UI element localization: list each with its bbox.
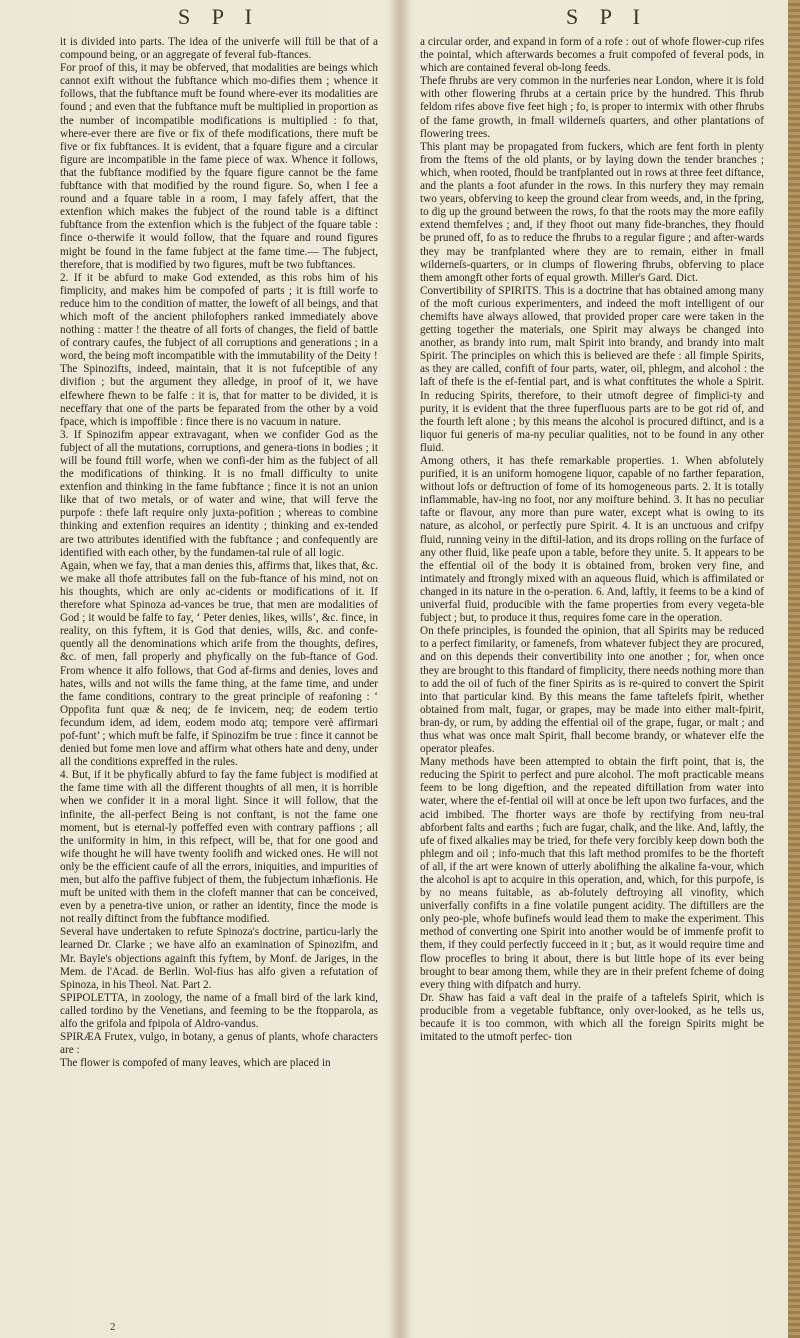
paragraph: Many methods have been attempted to obtain the firft point, that is, the reducing the Spirit to perfect and pure alcohol. The moft practicable means feem to be long digeftion, and the repeated diftillation from water into water, where the ef-fential oil will at once be left upon two furfaces, and the acid imbibed. The fhorter ways are thofe by rectifying from neu-tral abforbent falts and earths ; fuch are fugar, chalk, and the like. And, laftly, the ufe of fixed alkalies may be tried, for thefe very forcibly keep down both the phlegm and oil ; info-much that this laft method promifes to be the fhorteft of all, if the art were known of utterly abolifhing the alkaline fa-vour, which the alcohol is apt to acquire in this operation, and, which, for this purpofe, is by no means fuitable, as ab-folutely deftroying all vinofity, which univerfally confifts in a fine volatile pungent acidity. The diftillers are the only peo-ple, whofe bufinefs would lead them to make the experiment. This method of converting one Spirit into another would be of immenfe profit to them, if they could perfectly fucceed in it ; but, as it would require time and flow procefles to bring it about, there is but little hope of its ever being brought to bear among them, while they are in their prefent fcheme of doing every thing with difpatch and hurry. <box>420 756 764 991</box>
paragraph: 3. If Spinozifm appear extravagant, when we confider God as the fubject of all the mutations, corruptions, and genera-tions in bodies ; it will be found ftill worfe, when we confi-der him as the fubject of all the modifications of thinking. It is no fmall difficulty to unite extenfion and thinking in the fame fubftance ; fince it is not an union like that of two metals, or of water and wine, that will ferve the purpofe : thefe laft require only juxta-pofition ; whereas to combine thinking and extenfion requires an identity ; thinking and ex-tended are two attributes identified with the fubftance ; and confequently are identified with each other, by the fundamen-tal rule of all logic. <box>60 428 378 559</box>
entry-convertibility-of-spirits: Convertibility of SPIRITS. This is a doctrine that has obtained among many of the moft curious experimenters, and indeed the moft intelligent of our chemifts have always allowed, that provided proper care were taken in the getting together the materials, one Spirit may always be changed into another, as brandy into rum, malt Spirit into brandy, and brandy into malt Spirit. The principles on which this is believed are thefe : all fimple Spirits, as they are called, confift of four parts, water, oil, phlegm, and alcohol : the laft of thefe is the ef-fential part, and is what conftitutes the whole a Spirit. In reducing Spirits, therefore, to their utmoft degree of fimplici-ty and purity, it is evident that the three fuperfluous parts are to be got rid of, and the fourth left alone ; by this means the alcohol is procured diftinct, and is a liquor fui generis of ma-ny peculiar qualities, not to be found in any other fluid. <box>420 284 764 454</box>
paragraph: For proof of this, it may be obferved, that modalities are beings which cannot exift without the fubftance which mo-difies them ; whence it follows, that the fubftance muft be found where-ever its modalities are found ; and even that the fubftance muft be multiplied in proportion as the number of incompatible modifications is multiplied : fo that, where-ever there are five or fix of thefe modifications, there muft be five or fix fubftances. It is evident, that a fquare figure and a circular figure are incompatible in the fame piece of wax. Whence it follows, that the fubftance modified by the fquare figure cannot be the fame fubftance with that modified by the round figure. So, when I fee a round and a fquare table in a room, I may fafely affert, that the extenfion which makes the fubject of the round table is a diftinct fubftance from the extenfion which is the fubject of the fquare table : fince o-therwife it would follow, that the fquare and round figures might be found in the fame fubject at the fame time.— The fubject, therefore, that is modified by two figures, muft be two fubftances. <box>60 62 378 271</box>
paragraph: The Spinozifts, indeed, maintain, that it is not fufceptible of any divifion ; but the argument they alledge, in proof of it, we have elfewhere fhewn to be falfe : it is, that for matter to be divided, it is neceffary that one of the parts be feparated from the other by a void fpace, which is impoffible : fince there is no vacuum in nature. <box>60 363 378 428</box>
paragraph: 4. But, if it be phyfically abfurd to fay the fame fubject is modified at the fame time with all the different thoughts of all men, it is horrible when we confider it in a moral light. Since it will follow, that the infinite, the all-perfect Being is not conftant, is not the fame one moment, but is eternal-ly poffeffed even with contrary paffions ; all the uniformity in him, in this refpect, will be, that for one good and wife thought he will have twenty foolifh and wicked ones. He will not only be the efficient caufe of all the errors, iniquities, and impurities of men, but alfo the paffive fubject of them, the fubjectum inhæfionis. He muft be united with them in the clofeft manner that can be conceived, even by a penetra-tive union, or rather an identity, fince the mode is not really diftinct from the fubftance modified. <box>60 769 378 926</box>
right-column <box>420 36 764 1044</box>
page-edge <box>788 0 800 1338</box>
paragraph: The flower is compofed of many leaves, which are placed in <box>60 1057 331 1070</box>
paragraph: 2. If it be abfurd to make God extended, as this robs him of his fimplicity, and makes him be compofed of parts ; it is ftill worfe to reduce him to the condition of matter, the loweft of all beings, and that which moft of the ancient philofophers ranked immediately above nothing : matter ! the theatre of all forts of changes, the field of battle of contrary caufes, the fubject of all corruptions and generations ; in a word, the being moft incompatible with the immutability of the Deity ! <box>60 271 378 363</box>
paragraph: Several have undertaken to refute Spinoza's doctrine, particu-larly the learned Dr. Clarke ; we have alfo an examination of Spinozifm, and Mr. Bayle's objections againft this fyftem, by Monf. de Jariges, in the Mem. de l'Acad. de Berlin. Wol-fius has alfo given a refutation of Spinoza, in his Theol. Nat. Part 2. <box>60 926 378 991</box>
paragraph: This plant may be propagated from fuckers, which are fent forth in plenty from the ftems of the old plants, or by laying down the tender branches ; which, when rooted, fhould be tranfplanted out in rows at three feet diftance, and the plants a foot afunder in the rows. In this nurfery they may remain two years, obferving to keep the ground clear from weeds, and, in the fpring, to dig up the ground between the rows, fo that the roots may the more eafily extend themfelves ; and, if they fhoot out many fide-branches, they fhould be pruned off, fo as to reduce the fhrubs to a regular figure ; and after-wards they may be tranfplanted where they are to remain, either in fmall wilderneſs-quarters, or in clumps of flowering fhrubs, obferving to place them amongft other forts of equal growth. Miller's Gard. Dict. <box>420 140 764 284</box>
running-head-right: S P I <box>566 4 648 29</box>
left-column <box>60 36 378 1070</box>
paragraph: Dr. Shaw has faid a vaft deal in the praife of a taftelefs Spirit, which is producible from a vegetable fubftance, only over-looked, as he tells us, becaufe it is too common, with which all the foreign Spirits might be imitated to the utmoft perfec- tion <box>420 991 764 1044</box>
signature-mark: 2 <box>110 1321 116 1333</box>
paragraph: a circular order, and expand in form of a rofe : out of whofe flower-cup rifes the pointal, which afterwards becomes a fruit compofed of feveral pods, in which are contained feveral ob-long feeds. <box>420 36 764 75</box>
paragraph: On thefe principles, is founded the opinion, that all Spirits may be reduced to a perfect fimilarity, or famenefs, from whatever fubject they are procured, and on this depends their convertibility into one another ; for, when once they are brought to this ftandard of fimplicity, there needs nothing more than to add the oil of fuch of the finer Spirits as is re-quired to convert the Spirit into that particular kind. By this means the fame taftelefs fpirit, whether obtained from malt, fugar, or grapes, may be made into either malt-fpirit, bran-dy, or rum, by adding the effential oil of the grape, fugar, or malt ; and thus what was once malt Spirit, fhall become brandy, or whatever elfe the operator pleafes. <box>420 625 764 756</box>
paragraph: Again, when we fay, that a man denies this, affirms that, likes that, &c. we make all thofe attributes fall on the fub-ftance of his mind, not on his thoughts, which are only ac-cidents or modifications of it. If therefore what Spinoza ad-vances be true, that men are modalities of God ; it would be falfe to fay, ‘ Peter denies, likes, wills’, &c. fince, in reality, on this fyftem, it is God that denies, wills, &c. and confe-quently all the denominations which arife from the thoughts, defires, &c. of men, fall properly and phyfically on the fub-ftance of God. From whence it alfo follows, that God af-firms and denies, loves and hates, wills and not wills the fame thing, at the fame time, and under the fame conditions, contrary to the great principle of reafoning : ‘ Oppofita funt quæ & neq; de fe invicem, neq; de eodem tertio fecundum idem, ad idem, eodem modo atq; tempore verè affirmari pof-funt’ ; which muft be falfe, if Spinozifm be true : fince it cannot be denied but fome men love and affirm what others hate and deny, under all the conditions expreffed in the rules. <box>60 559 378 769</box>
paragraph: Among others, it has thefe remarkable properties. 1. When abfolutely purified, it is an uniform homogene liquor, capable of no farther feparation, without lofs or deftruction of fome of its homogeneous parts. 2. It is totally inflammable, hav-ing no foot, nor any moifture behind. 3. It has no peculiar tafte or flavour, any more than pure water, except what is owing to its nature, as alcohol, or perfectly pure Spirit. 4. It is an unctuous and crifpy fluid, running veiny in the diftil-lation, and its drops rolling on the furface of any other fluid, like peafe upon a table, before they unite. 5. It appears to be the effential oil of the body it is obtained from, broken very fine, and intimately and ftrongly mixed with an aqueous fluid, which is affimilated or changed in its nature in the o-peration. 6. And, laftly, it feems to be a kind of univerfal fluid, producible with the fame properties from every vegeta-ble fubject ; but, to produce it thus, requires fome care in the operation. <box>420 455 764 625</box>
entry-spipoletta: SPIPOLETTA, in zoology, the name of a fmall bird of the lark kind, called tordino by the Venetians, and feeming to be the ftopparola, as alfo the grifola and fpipola of Aldro-vandus. <box>60 991 378 1031</box>
page-gutter <box>389 0 411 1338</box>
paragraph: it is divided into parts. The idea of the univerfe will ftill be that of a compound being, or an aggregate of feveral fub-ftances. <box>60 36 378 62</box>
entry-spiraea: SPIRÆA Frutex, vulgo, in botany, a genus of plants, whofe characters are : <box>60 1031 378 1057</box>
running-head-left: S P I <box>178 4 260 29</box>
paragraph: Thefe fhrubs are very common in the nurferies near London, where it is fold with other flowering fhrubs at a certain price by the hundred. This fhrub feldom rifes above five feet high ; fo, is proper to intermix with other fhrubs of the fame growth, in fmall wilderneſs quarters, and other plantations of flowering trees. <box>420 75 764 140</box>
